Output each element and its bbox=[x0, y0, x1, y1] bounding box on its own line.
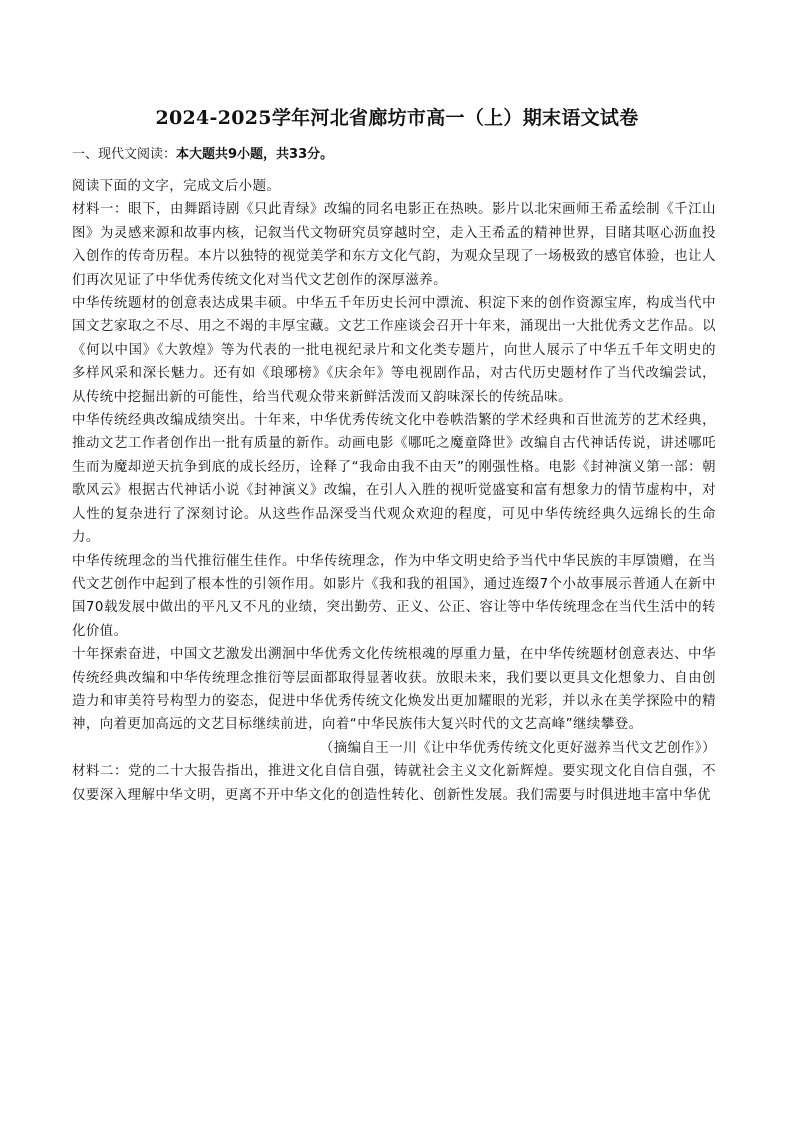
paragraph-classic-adaptations: 中华传统经典改编成绩突出。十年来，中华优秀传统文化中卷帙浩繁的学术经典和百世流芳的艺术经典，推动文艺工作者创作出一批有质量的新作。动画电影《哪吒之魔童降世》改编自古代神话传说，讲述哪吒生而为魔却逆天抗争到底的成长经历，诠释了“我命由我不由天”的刚强性格。电影《封神演义第一部：朝歌风云》根据古代神话小说《封神演义》改编，在引人入胜的视听觉盛宴和富有想象力的情节虚构中，对人性的复杂进行了深刻讨论。从这些作品深受当代观众欢迎的程度，可见中华传统经典久远绵长的生命力。 bbox=[72, 413, 716, 546]
page-title: 2024-2025学年河北省廊坊市高一（上）期末语文试卷 bbox=[155, 107, 639, 129]
section-detail: 本大题共9小题，共33分。 bbox=[176, 147, 334, 162]
section-prefix: 一、现代文阅读： bbox=[72, 147, 177, 162]
instruction-text: 阅读下面的文字，完成文后小题。 bbox=[72, 179, 281, 194]
section-heading bbox=[72, 145, 333, 165]
source-citation: （摘编自王一川《让中华优秀传统文化更好滋养当代文艺创作》） bbox=[319, 740, 716, 756]
paragraph-traditional-concepts: 中华传统理念的当代推衍催生佳作。中华传统理念，作为中华文明史给予当代中华民族的丰厚馈赠，在当代文艺创作中起到了根本性的引领作用。如影片《我和我的祖国》，通过连缀7个小故事展示普通人在新中国70载发展中做出的平凡又不凡的业绩，突出勤劳、正义、公正、容让等中华传统理念在当代生活中的转化价值。 bbox=[72, 553, 716, 639]
reading-passage bbox=[72, 175, 716, 807]
paragraph-conclusion: 十年探索奋进，中国文艺激发出溯洄中华优秀文化传统根魂的厚重力量，在中华传统题材创意表达、中华传统经典改编和中华传统理念推衍等层面都取得显著收获。放眼未来，我们要以更具文化想象力、自由创造力和审美符号构型力的姿态，促进中华优秀传统文化焕发出更加耀眼的光彩，并以永在美学探险中的精神，向着更加高远的文艺目标继续前进，向着“中华民族伟大复兴时代的文艺高峰”继续攀登。 bbox=[72, 647, 716, 733]
paragraph-material-one-intro: 材料一：眼下，由舞蹈诗剧《只此青绿》改编的同名电影正在热映。影片以北宋画师王希孟绘制《千江山图》为灵感来源和故事内核，记叙当代文物研究员穿越时空，走入王希孟的精神世界，目睹其呕心沥血投入创作的传奇历程。本片以独特的视觉美学和东方文化气韵，为观众呈现了一场极致的感官体验，也让人们再次见证了中华优秀传统文化对当代文艺创作的深厚滋养。 bbox=[72, 202, 716, 288]
paragraph-material-two: 材料二：党的二十大报告指出，推进文化自信自强，铸就社会主义文化新辉煌。要实现文化自信自强，不仅要深入理解中华文明，更离不开中华文化的创造性转化、创新性发展。我们需要与时俱进地丰富中华优 bbox=[72, 764, 716, 803]
paragraph-traditional-themes: 中华传统题材的创意表达成果丰硕。中华五千年历史长河中漂流、积淀下来的创作资源宝库，构成当代中国文艺家取之不尽、用之不竭的丰厚宝藏。文艺工作座谈会召开十年来，涌现出一大批优秀文艺作品。以《何以中国》《大敦煌》等为代表的一批电视纪录片和文化类专题片，向世人展示了中华五千年文明史的多样风采和深长魅力。还有如《琅琊榜》《庆余年》等电视剧作品，对古代历史题材作了当代改编尝试，从传统中挖掘出新的可能性，给当代观众带来新鲜活泼而又韵味深长的传统品味。 bbox=[72, 296, 716, 405]
